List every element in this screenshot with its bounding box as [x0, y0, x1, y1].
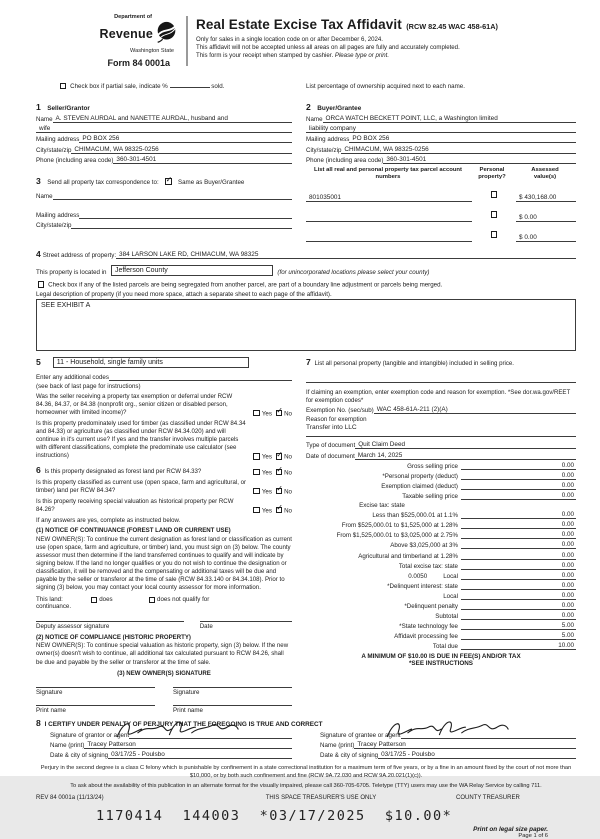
print-note: Print on legal size paper. [473, 826, 548, 834]
fee-row: Gross selling price 0.00 [407, 461, 574, 470]
fee-value[interactable]: 0.00 [461, 592, 576, 600]
personal-property-checkbox-3[interactable] [491, 231, 497, 237]
corr-name-field[interactable] [53, 192, 292, 200]
fee-value[interactable]: 10.00 [461, 642, 576, 650]
form-title-rcw: (RCW 82.45 WAC 458-61A) [406, 22, 498, 31]
personal-property-checkbox-1[interactable] [491, 191, 497, 197]
page-number: Page 1 of 6 [518, 833, 548, 839]
section7-intro: List all personal property (tangible and intangible) included in selling price. [314, 359, 515, 367]
parcel-number-field-2[interactable] [306, 214, 472, 222]
new-owner-print-line-2[interactable]: Print name [173, 705, 292, 714]
certify-statement: I CERTIFY UNDER PENALTY OF PERJURY THAT THE FOREGOING IS TRUE AND CORRECT [44, 720, 323, 728]
county-treasurer-label: COUNTY TREASURER [456, 795, 520, 802]
dept-of-text: Department of [114, 14, 152, 20]
same-as-buyer-checkbox[interactable]: ✓ [165, 174, 173, 184]
additional-codes-field[interactable] [109, 373, 292, 381]
legal-description-textarea[interactable]: SEE EXHIBIT A [36, 299, 576, 351]
washington-state-text: Washington State [130, 48, 174, 54]
header-divider [186, 16, 188, 66]
fee-row: Exemption claimed (deduct) 0.00 [381, 482, 574, 490]
q6-1-no-checkbox[interactable]: ✓ [276, 465, 283, 475]
reason-for-exemption-label: Reason for exemption [306, 416, 367, 424]
parcel-row [306, 204, 576, 222]
question-5-2: Is this property predominately used for timber (as classified under RCW 84.34 and 84.33) or agriculture (as classified under RCW 84.34.020) and will continue in it's current use? If yes and the transfer involves multiple parcels with different classifications, complete the predominate use calculator (see instructions) [36, 420, 246, 460]
question-6-3: Is this property receiving special valuation as historical property per RCW 84.26? [36, 498, 234, 514]
document-type-field[interactable]: Quit Claim Deed [355, 441, 576, 449]
fee-value[interactable]: 0.00 [461, 612, 576, 620]
land-use-code-select[interactable]: 11 - Household, single family units [53, 357, 249, 368]
section6-number: 6 [36, 464, 41, 475]
fee-value[interactable]: 0.00 [461, 541, 576, 549]
buyer-phone-field[interactable]: 360-301-4501 [383, 156, 576, 164]
partial-sale-label: Check box if partial sale, indicate % [70, 83, 168, 90]
county-note: (for unincorporated locations please select your county) [277, 269, 430, 277]
revenue-wordmark: Revenue [99, 27, 153, 41]
parcel-number-field-3[interactable] [306, 234, 472, 242]
section1-number: 1 [36, 102, 41, 112]
document-date-field[interactable]: March 14, 2025 [355, 452, 576, 460]
section8: 8 I CERTIFY UNDER PENALTY OF PERJURY THAT THE FOREGOING IS TRUE AND CORRECT Signature of grantor or agent Name (print) Tracey Patterson Date & city of signing 03/17/25 - Poulsbo Signature of grantee or agent Name (print) Tracey Patterson Date & city of signing 03/17/25 - Poulsbo [36, 718, 576, 762]
corr-city-field[interactable] [71, 221, 292, 229]
assessed-value-field-1[interactable]: $ 430,168.00 [516, 194, 576, 202]
assessed-value-field-2[interactable]: $ 0.00 [516, 214, 576, 222]
partial-sale-percent-field[interactable] [170, 87, 210, 88]
q6-2-no-checkbox[interactable]: ✓ [276, 484, 283, 494]
fee-value[interactable]: 0.00 [461, 511, 576, 519]
fee-value[interactable]: 0.00 [461, 602, 576, 610]
fee-value[interactable]: 5.00 [461, 622, 576, 630]
fee-row: Taxable selling price 0.00 [402, 492, 574, 501]
rev-number: REV 84 0001a (11/13/24) [36, 795, 104, 802]
reet-affidavit-form: Department of Revenue Washington State Form 84 0001a Real Estate Excise Tax Affidavit (RCW 82.45 WAC 458-61A) Only for sales in a single location code on or after December 6, 2024. This affidavit will not be accepted unless all areas on all pages are fully and accurately completed. This form is your receipt when stamped by cashier. Please type or print. Check box if partial sale, indicate % sold. List percentage of ownership acquired next to each name. 1 Seller/Grantor Name A. STEVEN AURDAL and NANETTE AURDAL, husband and wife Mailing address PO BOX 256 City/state/zip CHIMACUM, WA 98325-0256 Phone (including area code) 360-301-4501 3 Send all property tax correspondence to: ✓ Same as Buyer/Grantee Name Mailing address City/state/zip 2 Buyer/Grantee Name ORCA WATCH BECKETT POINT, LLC, a Washington limited liability company Mailing address PO BOX 256 City/state/zip CHIMACUM, WA 98325-0256 Phone (including area code) 360-301-4501 List all real and personal property tax parcel account numbers Personal property? Assessed value(s) 801035001 $ 430,168.00 $ 0.00 $ 0.00 4 Street address of property: 384 LARSON LAKE RD, CHIMACUM, WA 98325 This property is located in Jefferson County (for unincorporated locations please select your county) Check box if any of the listed parcels are being segregated from another parcel, are part of a boundary line adjustment or parcels being merged. Legal description of property (if you need more space, attach a separate sheet to each page of the affidavit). SEE EXHIBIT A 5 11 - Household, single family units Enter any additional codes (see back of last page for instructions) Was the seller receiving a property tax exemption or deferral under RCW 84.36, 84.37, or 84.38 (nonprofit org., senior citizen or disabled person, homeowner with limited income)? Yes ✓ No Is this property predominately used for timber (as classified under RCW 84.34 and 84.33) or agriculture (as classified under RCW 84.34.020) and will continue in it's current use? If yes and the transfer involves multiple parcels with different classifications, complete the predominate use calculator (see instructions) Yes ✓ No 6 Is this property designated as forest land per RCW 84.33? Yes ✓ No Is this property classified as current use (open space, farm and agricultural, or timber) land per RCW 84.34? Yes ✓ No Is this property receiving special valuation as historical property per RCW 84.26? Yes ✓ No If any answers are yes, complete as instructed below. (1) NOTICE OF CONTINUANCE (FOREST LAND OR CURRENT USE) NEW OWNER(S): To continue the current designation as forest land or classification as current use (open space, farm and agriculture, or timber) land, you must sign on (3) below. The county assessor must then determine if the land transferred continues to qualify and will indicate by signing below. If the land no longer qualifies or you do not wish to continue the designation or classification, it will be removed and the compensating or additional taxes will be due and payable by the seller or transferor at the time of sale (RCW 84.33.140 or 84.34.108). Prior to signing (3) below, you may contact your local county assessor for more information. This land: does does not qualify for continuance. Deputy assessor signature Date (2) NOTICE OF COMPLIANCE (HISTORIC PROPERTY) NEW OWNER(S): To continue special valuation as historic property, sign (3) below. If the new owner(s) doesn't wish to continue, all additional tax calculated pursuant to RCW 84.26, shall be due and payable by the seller or transferor at the time of sale. (3) NEW OWNER(S) SIGNATURE Signature Signature Print name Print name 7 List all personal property (tangible and intangible) included in selling price. If claiming an exemption, enter exemption code and reason for exemption. *See dor.wa.gov/REET for exemption codes* Exemption No. (sec/sub) WAC 458-61A-211 (2)(A) Reason for exemption Transfer into LLC Type of document Quit Claim Deed Date of document March 14, 2025 Gross selling price 0.00 *Personal property (deduct) 0.00 Exemption claimed (deduct) 0.00 Taxable selling price 0.00 Excise tax: state Less than $525,000.01 at 1.1% 0.00 From $525,000.01 to $1,525,000 at 1.28% 0.00 From $1,525,000.01 to $3,025,000 at 2.75% 0.00 Above $3,025,000 at 3% 0.00 Agricultural and timberland at 1.28% 0.00 Total excise tax: state 0.00 0.0050 Local 0.00 *Delinquent interest: state 0.00 Local 0.00 *Delinquent penalty 0.00 Subtotal 0.00 *State technology fee 5.00 Affidavit processing fee 5.00 Total due 10.00 A MINIMUM OF $10.00 IS DUE IN FEE(S) AND/OR TAX *SEE INSTRUCTIONS 8 I CERTIFY UNDER PENALTY OF PERJURY THAT THE FOREGOING IS TRUE AND CORRECT Signature of grantor or agent Name (print) Tracey Patterson Date & city of signing 03/17/25 - Poulsbo Signature of grantee or agent Name (print) Tracey Patterson Date & city of signing 03/17/25 - Poulsbo Perjury in the second degree is a class C felony which is punishable by confinement in a state correctional institution for a maximum term of five years, or by a fine in an amount fixed by the court of not more than $10,000, or by both such confinement and fine (RCW 9A.72.030 and RCW 9A.20.021(1)(c)). To ask about the availability of this publication in an alternate format for the visually impaired, please call 360-705-6705. Teletype (TTY) users may use the WA Relay Service by calling 711. REV 84 0001a (11/13/24) THIS SPACE TREASURER'S USE ONLY COUNTY TREASURER 1170414 144003 *03/17/2025 $10.00* Print on legal size paper. Page 1 of 6 [0, 0, 600, 776]
alt-format-notice: To ask about the availability of this publication in an alternate format for the visually impaired, please call 360-705-6705. Teletype (TTY) users may use the WA Relay Service by calling 711. [70, 783, 542, 790]
fee-row: From $525,000.01 to $1,525,000 at 1.28% 0.00 [341, 521, 574, 530]
q6-3-no-checkbox[interactable]: ✓ [276, 503, 283, 513]
exemption-number-field[interactable]: WAC 458-61A-211 (2)(A) [374, 406, 576, 414]
notice3-title: (3) NEW OWNER(S) SIGNATURE [117, 669, 211, 677]
additional-codes-note: (see back of last page for instructions) [36, 382, 141, 390]
fee-value[interactable]: 0.00 [461, 482, 576, 490]
personal-property-checkbox-2[interactable] [491, 211, 497, 217]
section2-number: 2 [306, 102, 311, 112]
grantee-print-name-field[interactable]: Tracey Patterson [354, 741, 576, 749]
legal-description-label: Legal description of property (if you need more space, attach a separate sheet to each page of the affidavit). [36, 290, 332, 298]
question-6-2: Is this property classified as current use (open space, farm and agricultural, or timber) land per RCW 84.34? [36, 479, 246, 495]
question-6-1: Is this property designated as forest land per RCW 84.33? [44, 467, 202, 475]
q6-3-yes-checkbox[interactable] [253, 507, 259, 513]
grantor-print-name-field[interactable]: Tracey Patterson [84, 741, 292, 749]
perjury-notice: Perjury in the second degree is a class C felony which is punishable by confinement in a state correctional institution for a maximum term of five years, or by a fine in an amount fixed by the court of not more than $10,000, or by both such confinement and fine (RCW 9A.72.030 and RCW 9A.20.021(1)(c)). [40, 765, 572, 779]
seller-name-field-2[interactable]: wife [36, 125, 292, 133]
fee-table [306, 462, 576, 651]
land-does-checkbox[interactable] [91, 597, 97, 603]
fee-row: Total due 10.00 [432, 642, 574, 651]
section8-number: 8 [36, 717, 41, 728]
segregated-label: Check box if any of the listed parcels are being segregated from another parcel, are part of a boundary line adjustment or parcels being merged. [48, 281, 443, 289]
notice1-body: NEW OWNER(S): To continue the current designation as forest land or classification as current use (open space, farm and agriculture, or timber) land, you must sign on (3) below. The county assessor must then determine if the land transferred continues to qualify and will indicate by signing below. If the land no longer qualifies or you do not wish to continue the designation or classification, it will be removed and the compensating or additional taxes will be due and payable by the seller or transferor at the time of sale (RCW 84.33.140 or 84.34.108). Prior to signing (3) below, you may contact your local county assessor for more information. [36, 535, 292, 592]
ownership-percentage-note: List percentage of ownership acquired next to each name. [306, 83, 465, 90]
fee-value[interactable]: 0.00 [461, 582, 576, 590]
deputy-date-line[interactable]: Date [200, 621, 292, 630]
fee-row: Affidavit processing fee 5.00 [394, 632, 574, 641]
parcel-table-header: List all real and personal property tax parcel account numbers Personal property? Assessed value(s) [314, 166, 559, 181]
reason-for-exemption-value[interactable]: Transfer into LLC [306, 424, 357, 432]
grantor-date-city-field[interactable]: 03/17/25 - Poulsbo [108, 751, 292, 759]
parcel-row [306, 184, 576, 202]
q6-1-yes-checkbox[interactable] [253, 469, 259, 475]
fee-value[interactable]: 0.00 [461, 531, 576, 539]
fee-row: Above $3,025,000 at 3% 0.00 [390, 541, 574, 550]
fee-row: *Delinquent interest: state 0.00 [387, 581, 574, 590]
fee-value[interactable]: 0.00 [461, 472, 576, 480]
seller-city-field[interactable]: CHIMACUM, WA 98325-0256 [71, 146, 292, 154]
segregated-checkbox[interactable] [38, 281, 44, 287]
seller-name-field[interactable]: A. STEVEN AURDAL and NANETTE AURDAL, husband and [53, 115, 292, 123]
new-owner-signature-line-2[interactable]: Signature [173, 687, 292, 696]
section3-label: Send all property tax correspondence to: [47, 178, 159, 186]
fee-value[interactable]: 5.00 [461, 632, 576, 640]
fee-value[interactable]: 0.00 [461, 492, 576, 500]
grantor-signature-image [110, 717, 240, 748]
section7-number: 7 [306, 356, 311, 367]
grantee-date-city-field[interactable]: 03/17/25 - Poulsbo [378, 751, 576, 759]
q5-2-yes-checkbox[interactable] [253, 453, 259, 459]
buyer-mailing-field[interactable]: PO BOX 256 [349, 135, 576, 143]
notice2-title: (2) NOTICE OF COMPLIANCE (HISTORIC PROPERTY) [36, 634, 191, 642]
county-select[interactable]: Jefferson County [111, 265, 273, 276]
header-notices: Only for sales in a single location code on or after December 6, 2024. This affidavit will not be accepted unless all areas on all pages are fully and accurately completed. This form is your receipt when stamped by cashier. Please type or print. [196, 36, 460, 60]
fee-row: *Personal property (deduct) 0.00 [382, 471, 574, 480]
q5-2-no-checkbox[interactable]: ✓ [276, 449, 283, 459]
land-does-not-checkbox[interactable] [149, 597, 155, 603]
notice1-title: (1) NOTICE OF CONTINUANCE (FOREST LAND OR CURRENT USE) [36, 527, 231, 535]
see-instructions-note: *SEE INSTRUCTIONS [408, 659, 474, 667]
fee-row: Local 0.00 [443, 591, 574, 600]
excise-tax-state-header: Excise tax: state [359, 502, 405, 510]
fee-value[interactable]: 0.00 [461, 462, 576, 470]
fee-value[interactable]: 0.00 [461, 552, 576, 560]
section3-number: 3 [36, 175, 41, 186]
fee-row: Agricultural and timberland at 1.28% 0.00 [358, 551, 574, 560]
parcel-row [306, 224, 576, 242]
fee-row: Less than $525,000.01 at 1.1% 0.00 [372, 511, 574, 520]
buyer-city-field[interactable]: CHIMACUM, WA 98325-0256 [341, 146, 576, 154]
treasurer-stamp: 1170414 144003 *03/17/2025 $10.00* [96, 808, 453, 825]
fee-value[interactable]: 0.00 [461, 572, 576, 580]
section2-title: Buyer/Grantee [317, 105, 362, 112]
grantee-signature-image [380, 717, 510, 748]
new-owner-print-line-1[interactable]: Print name [36, 705, 155, 714]
fee-row: 0.0050 Local 0.00 [408, 571, 574, 580]
assessed-value-field-3[interactable]: $ 0.00 [516, 234, 576, 242]
corr-mailing-field[interactable] [79, 211, 292, 219]
buyer-name-field[interactable]: ORCA WATCH BECKETT POINT, LLC, a Washington limited [323, 115, 576, 123]
dor-logo-icon [155, 20, 178, 48]
question-5-1: Was the seller receiving a property tax exemption or deferral under RCW 84.36, 84.37, or 84.38 (nonprofit org., senior citizen or disabled person, homeowner with limited income)? [36, 392, 233, 417]
form-number: Form 84 0001a [107, 58, 170, 68]
form-title: Real Estate Excise Tax Affidavit [196, 17, 402, 32]
partial-sale-checkbox[interactable] [60, 83, 66, 89]
section4-number: 4 [36, 249, 41, 260]
seller-mailing-field[interactable]: PO BOX 256 [79, 135, 292, 143]
local-rate-value: 0.0050 [408, 572, 428, 580]
personal-property-field[interactable] [306, 382, 576, 383]
form-footer [36, 761, 576, 839]
fee-row: *State technology fee 5.00 [399, 622, 574, 631]
exemption-note: If claiming an exemption, enter exemption code and reason for exemption. *See dor.wa.gov/REET for exemption codes* [306, 389, 571, 405]
seller-phone-field[interactable]: 360-301-4501 [113, 156, 292, 164]
q5-1-no-checkbox[interactable]: ✓ [276, 406, 283, 416]
deputy-assessor-signature-line[interactable]: Deputy assessor signature [36, 621, 184, 630]
fee-value[interactable]: 0.00 [461, 521, 576, 529]
minimum-fee-note: A MINIMUM OF $10.00 IS DUE IN FEE(S) AND/OR TAX [361, 652, 521, 660]
section4: 4 Street address of property: 384 LARSON LAKE RD, CHIMACUM, WA 98325 This property is located in Jefferson County (for unincorporated locations please select your county) Check box if any of the listed parcels are being segregated from another parcel, are part of a boundary line adjustment or parcels being merged. Legal description of property (if you need more space, attach a separate sheet to each page of the affidavit). SEE EXHIBIT A [36, 249, 576, 351]
q5-1-yes-checkbox[interactable] [253, 410, 259, 416]
section5-number: 5 [36, 357, 41, 368]
fee-row: Subtotal 0.00 [435, 612, 574, 621]
parcel-number-field[interactable]: 801035001 [306, 194, 472, 202]
s6-note: If any answers are yes, complete as instructed below. [36, 517, 181, 525]
street-address-field[interactable]: 384 LARSON LAKE RD, CHIMACUM, WA 98325 [116, 251, 576, 259]
dor-logo-block [58, 14, 186, 68]
fee-row: *Delinquent penalty 0.00 [404, 602, 574, 611]
q6-2-yes-checkbox[interactable] [253, 488, 259, 494]
fee-row: Total excise tax: state 0.00 [398, 561, 574, 570]
notice2-body: NEW OWNER(S): To continue special valuation as historic property, sign (3) below. If the new owner(s) doesn't wish to continue, all additional tax calculated pursuant to RCW 84.26, shall be due and payable by the seller or transferor at the time of sale. [36, 642, 289, 666]
fee-value[interactable]: 0.00 [461, 562, 576, 570]
fee-row: From $1,525,000.01 to $3,025,000 at 2.75% 0.00 [336, 531, 574, 540]
treasurer-space-label: THIS SPACE TREASURER'S USE ONLY [265, 795, 377, 802]
same-as-buyer-label: Same as Buyer/Grantee [177, 178, 245, 186]
buyer-name-field-2[interactable]: liability company [306, 125, 576, 133]
section1-title: Seller/Grantor [47, 105, 90, 112]
form-header [58, 14, 576, 68]
new-owner-signature-line-1[interactable]: Signature [36, 687, 155, 696]
